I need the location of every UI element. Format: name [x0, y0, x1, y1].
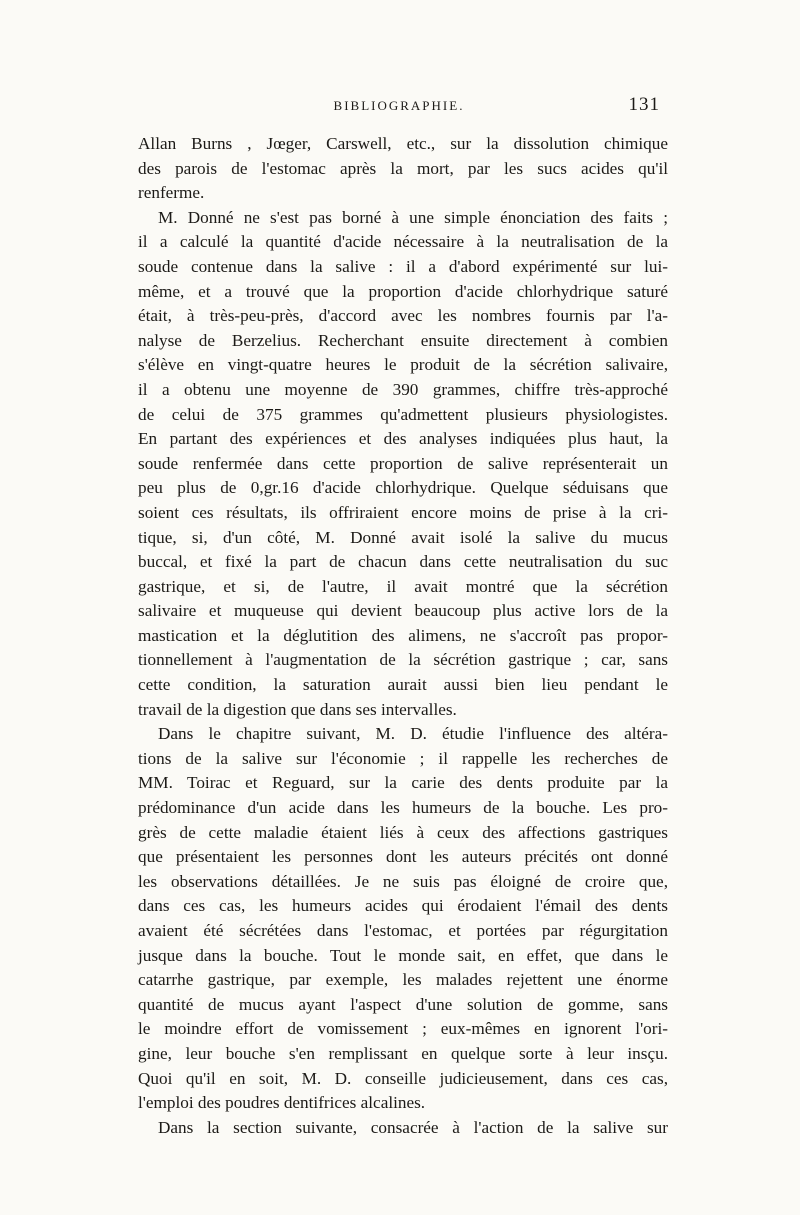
text-line: soude renfermée dans cette proportion de salive représenterait un: [138, 453, 668, 473]
text-line: que présentaient les personnes dont les auteurs précités ont donné: [138, 847, 668, 867]
text-line: s'élève en vingt-quatre heures le produit de la sécrétion salivaire,: [138, 355, 668, 375]
text-line: Allan Burns , Jœger, Carswell, etc., sur la dissolution chimique: [138, 134, 668, 153]
paragraph: [138, 1116, 668, 1141]
text-line: le moindre effort de vomissement ; eux-mêmes en ignorent l'ori-: [138, 1019, 668, 1039]
text-line: Dans le chapitre suivant, M. D. étudie l'influence des altéra-: [158, 724, 668, 744]
text-line: même, et a trouvé que la proportion d'acide chlorhydrique saturé: [138, 281, 668, 301]
text-line: gastrique, et si, de l'autre, il avait montré que la sécrétion: [138, 576, 668, 596]
text-line: des parois de l'estomac après la mort, par les sucs acides qu'il: [138, 158, 668, 178]
text-line: salivaire et muqueuse qui devient beaucoup plus active lors de la: [138, 601, 668, 621]
text-line: tionnellement à l'augmentation de la sécrétion gastrique ; car, sans: [138, 650, 668, 670]
text-line: grès de cette maladie étaient liés à ceux des affections gastriques: [138, 822, 668, 842]
text-line: M. Donné ne s'est pas borné à une simple énonciation des faits ;: [158, 207, 668, 227]
text-line: il a obtenu une moyenne de 390 grammes, chiffre très-approché: [138, 379, 668, 399]
text-line: prédominance d'un acide dans les humeurs de la bouche. Les pro-: [138, 798, 668, 818]
text-line: renferme.: [138, 183, 205, 203]
text-line: de celui de 375 grammes qu'admettent plusieurs physiologistes.: [138, 404, 668, 424]
text-line: jusque dans la bouche. Tout le monde sait, en effet, que dans le: [138, 945, 668, 965]
text-line: soude contenue dans la salive : il a d'abord expérimenté sur lui-: [138, 256, 668, 276]
text-line: En partant des expériences et des analyses indiquées plus haut, la: [138, 429, 668, 449]
text-line: Quoi qu'il en soit, M. D. conseille judicieusement, dans ces cas,: [138, 1068, 668, 1088]
body-text: [138, 132, 668, 1140]
page-header: [138, 94, 660, 120]
text-line: mastication et la déglutition des alimens, ne s'accroît pas propor-: [138, 625, 668, 645]
text-line: dans ces cas, les humeurs acides qui érodaient l'émail des dents: [138, 896, 668, 916]
text-line: était, à très-peu-près, d'accord avec les nombres fournis par l'a-: [138, 306, 668, 326]
text-line: soient ces résultats, ils offriraient encore moins de prise à la cri-: [138, 502, 668, 522]
paragraph: [138, 722, 668, 1116]
text-line: gine, leur bouche s'en remplissant en quelque sorte à leur insçu.: [138, 1043, 668, 1063]
text-line: il a calculé la quantité d'acide nécessaire à la neutralisation de la: [138, 232, 668, 252]
text-line: peu plus de 0,gr.16 d'acide chlorhydrique. Quelque séduisans que: [138, 478, 668, 498]
paragraph: [138, 206, 668, 722]
running-title: BIBLIOGRAPHIE.: [333, 98, 465, 113]
page-number: 131: [628, 94, 660, 115]
text-line: tique, si, d'un côté, M. Donné avait isolé la salive du mucus: [138, 527, 668, 547]
text-line: MM. Toirac et Reguard, sur la carie des dents produite par la: [138, 773, 668, 793]
text-line: quantité de mucus ayant l'aspect d'une solution de gomme, sans: [138, 994, 668, 1014]
text-line: cette condition, la saturation aurait aussi bien lieu pendant le: [138, 675, 668, 695]
text-line: tions de la salive sur l'économie ; il rappelle les recherches de: [138, 748, 668, 768]
paragraph: [138, 132, 668, 206]
text-line: buccal, et fixé la part de chacun dans cette neutralisation du suc: [138, 552, 668, 572]
text-line: les observations détaillées. Je ne suis pas éloigné de croire que,: [138, 871, 668, 891]
text-line: nalyse de Berzelius. Recherchant ensuite directement à combien: [138, 330, 668, 350]
text-line: Dans la section suivante, consacrée à l'action de la salive sur: [158, 1117, 668, 1137]
text-line: travail de la digestion que dans ses intervalles.: [138, 699, 457, 719]
text-line: avaient été sécrétées dans l'estomac, et portées par régurgitation: [138, 921, 668, 940]
text-line: catarrhe gastrique, par exemple, les malades rejettent une énorme: [138, 970, 668, 990]
text-line: l'emploi des poudres dentifrices alcalines.: [138, 1093, 426, 1113]
